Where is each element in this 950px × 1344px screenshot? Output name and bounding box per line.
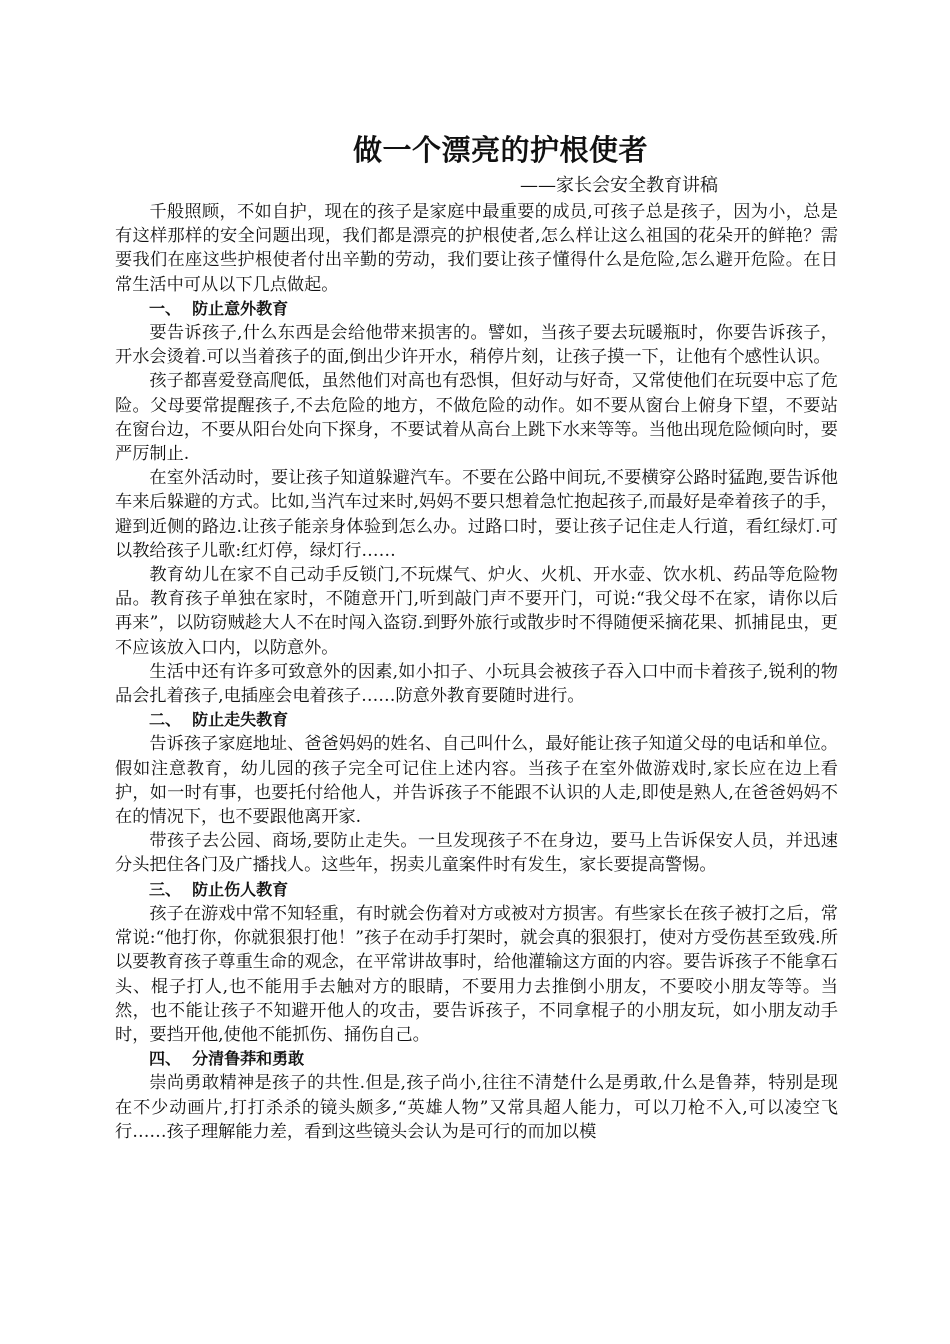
section-paragraph: 带孩子去公园、商场,要防止走失。一旦发现孩子不在身边，要马上告诉保安人员，并迅速分头把住各门及广播找人。这些年，拐卖儿童案件时有发生，家长要提高警惕。 (115, 831, 838, 876)
section-paragraph: 告诉孩子家庭地址、爸爸妈妈的姓名、自己叫什么，最好能让孩子知道父母的电话和单位。假如注意教育，幼儿园的孩子完全可记住上述内容。当孩子在室外做游戏时,家长应在边上看护，如一时有事，也要托付给他人，并告诉孩子不能跟不认识的人走,即使是熟人,在爸爸妈妈不在的情况下，也不要跟他离开家. (115, 734, 838, 828)
section-heading: 二、 防止走失教育 (149, 710, 289, 730)
section-paragraph: 孩子都喜爱登高爬低，虽然他们对高也有恐惧，但好动与好奇，又常使他们在玩耍中忘了危险。父母要常提醒孩子,不去危险的地方，不做危险的动作。如不要从窗台上俯身下望，不要站在窗台边，不要从阳台处向下探身，不要试着从高台上跳下水来等等。当他出现危险倾向时，要严厉制止. (115, 371, 838, 465)
document-title: 做一个漂亮的护根使者 (352, 133, 648, 167)
section-paragraph: 在室外活动时，要让孩子知道躲避汽车。不要在公路中间玩,不要横穿公路时猛跑,要告诉他车来后躲避的方式。比如,当汽车过来时,妈妈不要只想着急忙抱起孩子,而最好是牵着孩子的手，避到近侧的路边.让孩子能亲身体验到怎么办。过路口时，要让孩子记住走人行道，看红绿灯.可以教给孩子儿歌:红灯停，绿灯行…… (115, 468, 838, 561)
section-paragraph: 生活中还有许多可致意外的因素,如小扣子、小玩具会被孩子吞入口中而卡着孩子,锐利的物品会扎着孩子,电插座会电着孩子……防意外教育要随时进行。 (115, 661, 838, 707)
section-heading: 一、 防止意外教育 (149, 298, 289, 318)
document-body (115, 128, 838, 1144)
section-heading: 四、 分清鲁莽和勇敢 (149, 1049, 305, 1069)
section-heading: 三、 防止伤人教育 (149, 879, 289, 899)
section-paragraph: 孩子在游戏中常不知轻重，有时就会伤着对方或被对方损害。有些家长在孩子被打之后，常常说:“他打你，你就狠狠打他！”孩子在动手打架时，就会真的狠狠打，使对方受伤甚至致残.所以要教育孩子尊重生命的观念，在平常讲故事时，给他灌输这方面的内容。要告诉孩子不能拿石头、棍子打人,也不能用手去触对方的眼睛，不要用力去推倒小朋友，不要咬小朋友等等。当然，也不能让孩子不知避开他人的攻击，要告诉孩子，不同拿棍子的小朋友玩，如小朋友动手时，要挡开他,使他不能抓伤、捅伤自己。 (115, 903, 838, 1045)
document-subtitle: ——家长会安全教育讲稿 (520, 175, 718, 196)
intro-paragraph: 千般照顾，不如自护，现在的孩子是家庭中最重要的成员,可孩子总是孩子，因为小，总是有这样那样的安全问题出现，我们都是漂亮的护根使者,怎么样让这么祖国的花朵开的鲜艳？需要我们在座这些护根使者付出辛勤的劳动，我们要让孩子懂得什么是危险,怎么避开危险。在日常生活中可从以下几点做起。 (115, 202, 838, 295)
section-paragraph: 崇尚勇敢精神是孩子的共性.但是,孩子尚小,往往不清楚什么是勇敢,什么是鲁莽，特别是现在不少动画片,打打杀杀的镜头颇多,“英雄人物”又常具超人能力，可以刀枪不入,可以凌空飞行……孩子理解能力差，看到这些镜头会认为是可行的而加以模 (115, 1073, 838, 1142)
section-paragraph: 要告诉孩子,什么东西是会给他带来损害的。譬如，当孩子要去玩暖瓶时，你要告诉孩子，开水会烫着.可以当着孩子的面,倒出少许开水，稍停片刻，让孩子摸一下，让他有个感性认识。 (115, 323, 838, 368)
section-paragraph: 教育幼儿在家不自己动手反锁门,不玩煤气、炉火、火机、开水壶、饮水机、药品等危险物品。教育孩子单独在家时，不随意开门,听到敲门声不要开门，可说:“我父母不在家，请你以后再来”，以防窃贼趁大人不在时闯入盗窃.到野外旅行或散步时不得随便采摘花果、抓捕昆虫，更不应该放入口内，以防意外。 (115, 565, 838, 658)
